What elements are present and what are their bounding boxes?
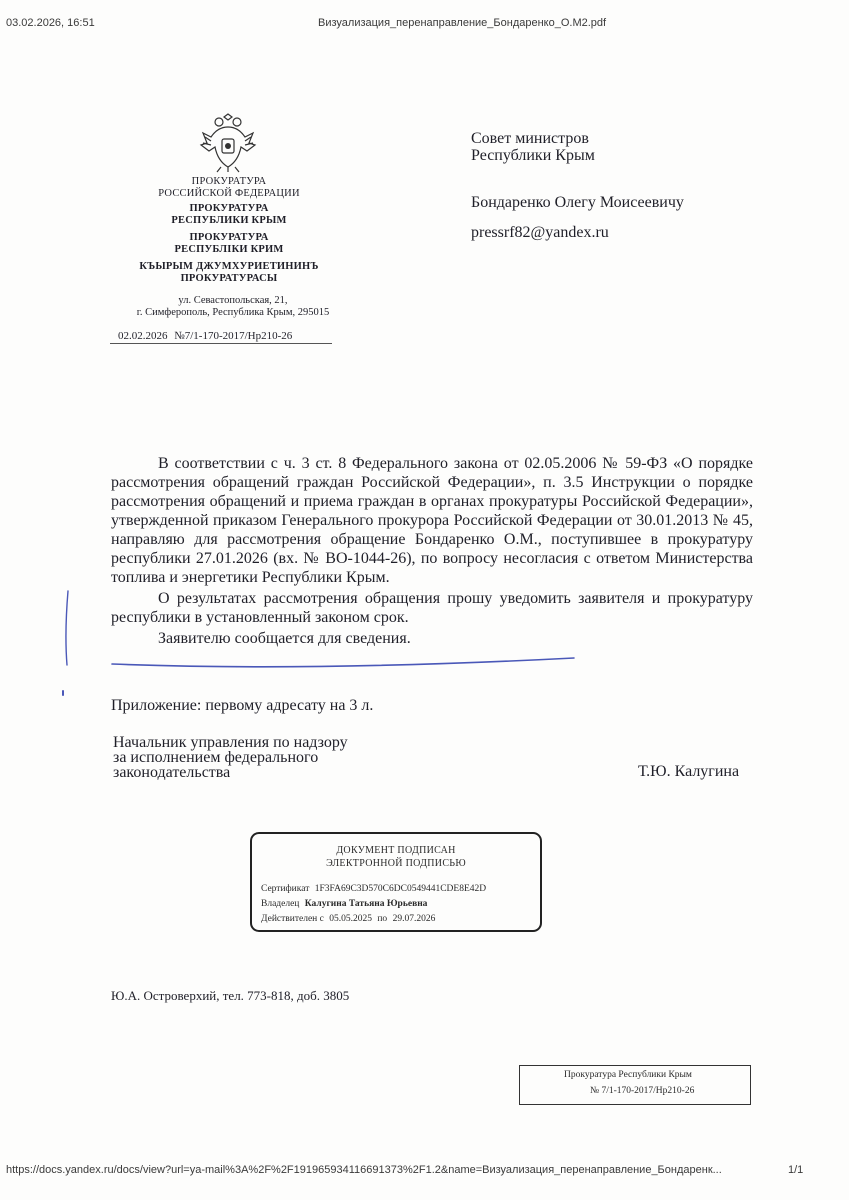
recipient-org-line1: Совет министров bbox=[471, 130, 589, 147]
valid-to-label: по bbox=[377, 914, 388, 924]
reg-stamp-number: № 7/1-170-2017/Нр210-26 bbox=[590, 1086, 695, 1096]
body-paragraph-1: В соответствии с ч. 3 ст. 8 Федерального закона от 02.05.2006 № 59-ФЗ «О порядке рассмотрения обращений граждан Российской Федерации», п. 3.5 Инструкции о порядке рассмотрения обращений и приема граждан в органах прокуратуры Российской Федерации», утвержденной приказом Генерального прокурора Российской Федерации от 30.01.2013 № 45, направляю для рассмотрения обращение Бондаренко О.М., поступившее в прокуратуру республики 27.01.2026 (вх. № ВО-1044-26), по вопросу несогласия с ответом Министерства топлива и энергетики Республики Крым. bbox=[111, 455, 753, 586]
org-line: ПРОКУРАТУРА bbox=[189, 203, 269, 214]
org-line: РЕСПУБЛИКИ КРЫМ bbox=[171, 215, 287, 226]
sender-org-block bbox=[120, 176, 338, 285]
body-paragraph-3: Заявителю сообщается для сведения. bbox=[158, 630, 411, 647]
attachment-line: Приложение: первому адресату на 3 л. bbox=[111, 697, 374, 714]
reg-date: 02.02.2026 bbox=[118, 330, 168, 342]
org-line: ПРОКУРАТУРАСЫ bbox=[180, 273, 278, 284]
position-line: за исполнением федерального bbox=[113, 749, 319, 766]
signatory-position bbox=[113, 735, 348, 780]
stamp-owner-row bbox=[261, 899, 427, 909]
owner-value: Калугина Татьяна Юрьевна bbox=[304, 899, 428, 909]
print-url: https://docs.yandex.ru/docs/view?url=ya-mail%3A%2F%2F191965934116691373%2F1.2&name=Визуализация_перенаправление_Бондаренк... bbox=[6, 1164, 722, 1176]
registration-stamp bbox=[519, 1065, 751, 1105]
stamp-title-line2: ЭЛЕКТРОННОЙ ПОДПИСЬЮ bbox=[326, 858, 466, 869]
stamp-validity-row bbox=[261, 914, 435, 924]
cert-value: 1F3FA69C3D570C6DC0549441CDE8E42D bbox=[314, 884, 487, 894]
registration-line bbox=[110, 330, 332, 344]
reg-number: №7/1-170-2017/Нр210-26 bbox=[174, 330, 293, 342]
owner-label: Владелец bbox=[261, 899, 300, 909]
valid-label: Действителен с bbox=[261, 914, 324, 924]
recipient-org bbox=[471, 130, 595, 164]
org-line: ПРОКУРАТУРА bbox=[191, 176, 267, 187]
stamp-title-line1: ДОКУМЕНТ ПОДПИСАН bbox=[336, 845, 456, 856]
print-page-number: 1/1 bbox=[788, 1164, 804, 1176]
org-line: КЪЫРЫМ ДЖУМХУРИЕТИНИНЪ bbox=[139, 261, 319, 272]
recipient-org-line2: Республики Крым bbox=[471, 147, 595, 164]
recipient-person: Бондаренко Олегу Моисеевичу bbox=[471, 194, 684, 211]
cert-label: Сертификат bbox=[261, 884, 310, 894]
address-line: г. Симферополь, Республика Крым, 295015 bbox=[136, 307, 330, 318]
valid-from: 05.05.2025 bbox=[329, 914, 372, 924]
stamp-certificate-row bbox=[261, 884, 486, 894]
e-signature-stamp bbox=[250, 832, 542, 932]
org-line: РОССИЙСКОЙ ФЕДЕРАЦИИ bbox=[158, 188, 300, 199]
russian-coat-of-arms-icon bbox=[199, 113, 257, 173]
valid-to: 29.07.2026 bbox=[392, 914, 436, 924]
print-file-name: Визуализация_перенаправление_Бондаренко_О.М2.pdf bbox=[318, 17, 607, 29]
body-paragraph-2: О результатах рассмотрения обращения прошу уведомить заявителя и прокуратуру республики в установленный законом срок. bbox=[111, 590, 753, 626]
org-line: РЕСПУБЛІКИ КРИМ bbox=[174, 244, 284, 255]
position-line: Начальник управления по надзору bbox=[113, 734, 348, 751]
pen-underline-mark bbox=[60, 585, 580, 705]
print-datetime: 03.02.2026, 16:51 bbox=[6, 17, 95, 29]
signatory-name: Т.Ю. Калугина bbox=[638, 763, 740, 780]
position-line: законодательства bbox=[113, 764, 231, 781]
reg-stamp-org: Прокуратура Республики Крым bbox=[564, 1070, 692, 1080]
org-line: ПРОКУРАТУРА bbox=[189, 232, 269, 243]
address-line: ул. Севастопольская, 21, bbox=[178, 295, 288, 306]
sender-address bbox=[110, 295, 356, 319]
executor-info: Ю.А. Островерхий, тел. 773-818, доб. 3805 bbox=[111, 988, 350, 1003]
recipient-email: pressrf82@yandex.ru bbox=[471, 224, 609, 241]
